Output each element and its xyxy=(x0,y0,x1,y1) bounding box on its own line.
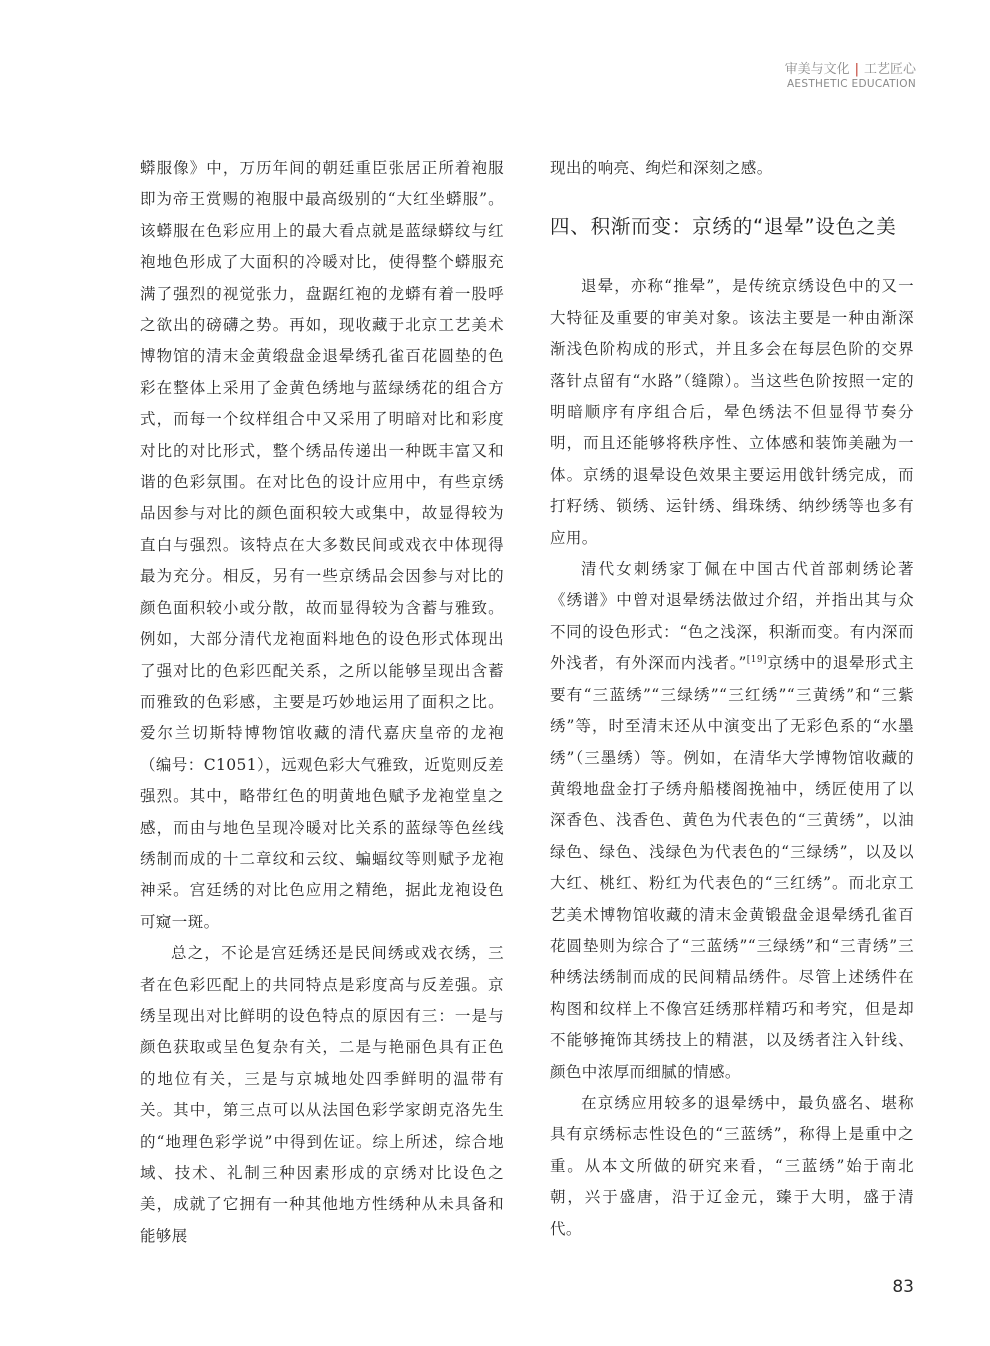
body-paragraph: 在京绣应用较多的退晕绣中，最负盛名、堪称具有京绣标志性设色的“三蓝绣”，称得上是重中之重。从本文所做的研究来看，“三蓝绣”始于南北朝，兴于盛唐，沿于辽金元，臻于大明，盛于清代。 xyxy=(550,1093,914,1238)
page-number: 83 xyxy=(892,1277,914,1297)
body-paragraph: 总之，不论是宫廷绣还是民间绣或戏衣绣，三者在色彩匹配上的共同特点是彩度高与反差强。京绣呈现出对比鲜明的设色特点的原因有三：一是与颜色获取或呈色复杂有关，二是与艳丽色具有正色的地位有关，三是与京城地处四季鲜明的温带有关。其中，第三点可以从法国色彩学家朗克洛先生的“地理色彩学说”中得到佐证。综上所述，综合地域、技术、礼制三种因素形成的京绣对比设色之美，成就了它拥有一种其他地方性绣种从未具备和能够展 xyxy=(140,944,504,1245)
body-paragraph xyxy=(550,554,914,1088)
paragraph-text: 京绣中的退晕形式主要有“三蓝绣”“三绿绣”“三红绣”“三黄绣”和“三紫绣”等，时至清末还从中演变出了无彩色系的“水墨绣”（三墨绣）等。例如，在清华大学博物馆收藏的黄缎地盘金打子绣舟船楼阁挽袖中，绣匠使用了以深香色、浅香色、黄色为代表色的“三黄绣”，以油绿色、绿色、浅绿色为代表色的“三绿绣”，以及以大红、桃红、粉红为代表色的“三红绣”。而北京工艺美术博物馆收藏的清末金黄锻盘金退晕绣孔雀百花圆垫则为综合了“三蓝绣”“三绿绣”和“三青绣”三种绣法绣制而成的民间精品绣件。尽管上述绣件在构图和纹样上不像宫廷绣那样精巧和考究，但是却不能够掩饰其绣技上的精湛，以及绣者注入针线、颜色中浓厚而细腻的情感。 xyxy=(550,654,915,1081)
citation-ref: [19] xyxy=(746,655,767,666)
body-paragraph: 蟒服像》中，万历年间的朝廷重臣张居正所着袍服即为帝王赏赐的袍服中最高级别的“大红坐蟒服”。该蟒服在色彩应用上的最大看点就是蓝绿蟒纹与红袍地色形成了大面积的冷暖对比，使得整个蟒服充满了强烈的视觉张力，盘踞红袍的龙蟒有着一股呼之欲出的磅礴之势。再如，现收藏于北京工艺美术博物馆的清末金黄缎盘金退晕绣孔雀百花圆垫的色彩在整体上采用了金黄色绣地与蓝绿绣花的组合方式，而每一个纹样组合中又采用了明暗对比和彩度对比的对比形式，整个绣品传递出一种既丰富又和谐的色彩氛围。在对比色的设计应用中，有些京绣品因参与对比的颜色面积较大或集中，故显得较为直白与强烈。该特点在大多数民间或戏衣中体现得最为充分。相反，另有一些京绣品会因参与对比的颜色面积较小或分散，故而显得较为含蓄与雅致。例如，大部分清代龙袍面料地色的设色形式体现出了强对比的色彩匹配关系，之所以能够呈现出含蓄而雅致的色彩感，主要是巧妙地运用了面积之比。爱尔兰切斯特博物馆收藏的清代嘉庆皇帝的龙袍（编号：C1051），远观色彩大气雅致，近览则反差强烈。其中，略带红色的明黄地色赋予龙袍堂皇之感，而由与地色呈现冷暖对比关系的蓝绿等色丝线绣制而成的十二章纹和云纹、蝙蝠纹等则赋予龙袍神采。宫廷绣的对比色应用之精绝，据此龙袍设色可窥一斑。 xyxy=(140,159,504,931)
header-separator: | xyxy=(854,62,859,77)
right-column xyxy=(550,153,914,1245)
body-paragraph: 退晕，亦称“推晕”，是传统京绣设色中的又一大特征及重要的审美对象。该法主要是一种由渐深渐浅色阶构成的形式，并且多会在每层色阶的交界落针点留有“水路”（缝隙）。当这些色阶按照一定的明暗顺序有序组合后，晕色绣法不但显得节奏分明，而且还能够将秩序性、立体感和装饰美融为一体。京绣的退晕设色效果主要运用戗针绣完成，而打籽绣、锁绣、运针绣、缉珠绣、纳纱绣等也多有应用。 xyxy=(550,277,914,547)
header-title-line xyxy=(785,62,916,78)
header-section: 审美与文化 xyxy=(784,62,850,77)
left-column xyxy=(140,153,504,1252)
paragraph-text: 清代女刺绣家丁佩在中国古代首部刺绣论著《绣谱》中曾对退晕绣法做过介绍，并指出其与众不同的设色形式：“色之浅深，积渐而变。有内深而外浅者，有外深而内浅者。” xyxy=(550,560,914,673)
body-paragraph: 现出的响亮、绚烂和深刻之感。 xyxy=(550,159,773,177)
section-heading: 四、积渐而变：京绣的“退晕”设色之美 xyxy=(550,215,897,239)
header-column: 工艺匠心 xyxy=(863,62,916,77)
running-header xyxy=(785,62,916,91)
header-subtitle: AESTHETIC EDUCATION xyxy=(786,78,916,90)
